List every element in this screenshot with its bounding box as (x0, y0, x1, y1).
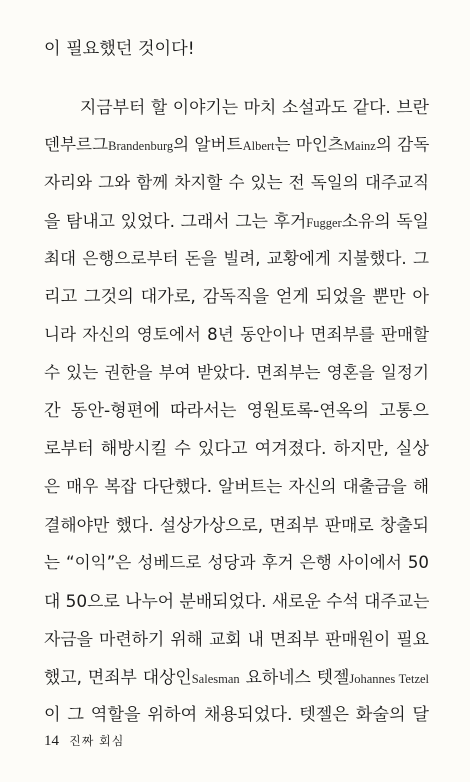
text-segment: 은 매우 복잡 다단했다. 알버트는 자신의 대출금을 해 (44, 477, 429, 496)
text-line (44, 362, 429, 384)
text-segment: 최대 은행으로부터 돈을 빌려, 교황에게 지불했다. 그 (44, 249, 429, 268)
foreign-term: Johannes Tetzel (349, 672, 429, 686)
text-segment: 이 그 역할을 위하여 채용되었다. 텟젤은 화술의 달 (44, 705, 429, 725)
text-line (44, 324, 429, 346)
text-segment: 의 감독 (375, 135, 429, 154)
running-title: 진짜 회심 (69, 734, 125, 748)
text-line (44, 172, 429, 194)
text-segment: 간 동안-형편에 따라서는 영원토록-연옥의 고통으 (44, 401, 429, 421)
text-segment: 자금을 마련하기 위해 교회 내 면죄부 판매원이 필요 (44, 629, 429, 649)
text-line (44, 210, 429, 234)
foreign-term: Albert (242, 139, 275, 153)
text-segment: 결해야만 했다. 설상가상으로, 면죄부 판매로 창출되 (44, 515, 429, 535)
foreign-term: Brandenburg (108, 139, 174, 153)
text-line (44, 666, 429, 690)
text-line (44, 704, 429, 726)
foreign-term: Fugger (306, 216, 342, 230)
text-line (44, 514, 429, 536)
text-segment: 리고 그것의 대가로, 감독직을 얻게 되었을 뿐만 아 (44, 287, 429, 307)
text-segment: 대 50으로 나누어 분배되었다. 새로운 수석 대주교는 (44, 591, 429, 611)
text-segment: 이 필요했던 것이다! (44, 39, 195, 59)
text-segment: 로부터 해방시킬 수 있다고 여겨졌다. 하지만, 실상 (44, 439, 429, 459)
page-number: 14 (44, 733, 59, 749)
text-line (44, 590, 429, 612)
text-segment: 는 “이익”은 성베드로 성당과 후거 은행 사이에서 50 (44, 553, 429, 572)
foreign-term: Salesman (191, 672, 240, 686)
page-footer (44, 732, 124, 750)
text-line (44, 476, 429, 498)
text-segment: 니라 자신의 영토에서 8년 동안이나 면죄부를 판매할 (44, 325, 429, 344)
text-line (80, 96, 429, 118)
foreign-term: Mainz (343, 139, 376, 153)
text-line (44, 248, 429, 270)
text-line (44, 38, 429, 60)
text-segment: 지금부터 할 이야기는 마치 소설과도 같다. 브란 (80, 97, 429, 117)
text-segment: 소유의 독일 (341, 211, 429, 231)
text-line (44, 628, 429, 650)
text-segment: 덴부르그 (44, 135, 109, 154)
text-line (44, 438, 429, 460)
text-segment: 는 마인츠 (274, 135, 344, 154)
text-line (44, 134, 429, 157)
text-segment: 의 알버트 (173, 135, 243, 154)
text-line (44, 400, 429, 422)
text-segment: 수 있는 권한을 부여 받았다. 면죄부는 영혼을 일정기 (44, 363, 429, 382)
text-segment: 했고, 면죄부 대상인 (44, 667, 192, 687)
text-segment: 을 탐내고 있었다. 그래서 그는 후거 (44, 211, 307, 231)
text-segment: 자리와 그와 함께 차지할 수 있는 전 독일의 대주교직 (44, 173, 429, 192)
text-line (44, 552, 429, 574)
text-segment: 요하네스 텟젤 (239, 667, 350, 687)
text-line (44, 286, 429, 308)
